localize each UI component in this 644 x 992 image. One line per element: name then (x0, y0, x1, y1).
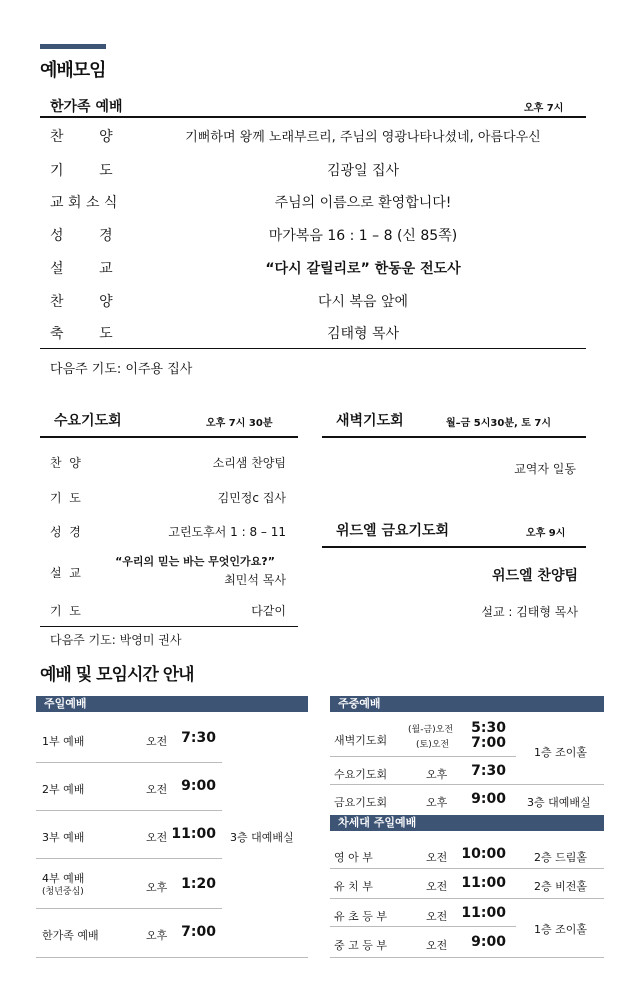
wed-value: 다같이 (251, 604, 286, 618)
order-value: 다시 복음 앞에 (317, 294, 409, 310)
page-title: 예배모임 (40, 60, 106, 81)
row-divider (330, 756, 516, 757)
weekday-ampm: 오후 (426, 796, 448, 809)
dawn-time: 월–금 5시30분, 토 7시 (446, 418, 552, 429)
row-divider (330, 784, 604, 785)
family-service-time: 오후 7시 (524, 103, 564, 114)
nextgen-place: 2층 비전홀 (534, 880, 587, 893)
weekday-place: 1층 조이홀 (534, 746, 587, 759)
wed-value: 소리샘 찬양팀 (212, 456, 286, 470)
order-label: 찬 양 (50, 129, 113, 145)
order-value: 김광일 집사 (326, 163, 400, 179)
sunday-service-name: 한가족 예배 (42, 929, 99, 942)
row-divider (36, 858, 222, 859)
nextgen-ampm: 오전 (426, 851, 448, 864)
weekday-place: 3층 대예배실 (527, 796, 591, 809)
row-divider (330, 926, 516, 927)
sunday-time: 7:30 (181, 730, 216, 746)
sunday-service-name: 3부 예배 (42, 831, 85, 844)
sunday-ampm: 오전 (146, 735, 168, 748)
nextgen-name: 중 고 등 부 (334, 939, 387, 952)
order-value: 마가복음 16 : 1 – 8 (신 85쪽) (268, 228, 458, 244)
sunday-service-subname: (청년중심) (42, 887, 84, 897)
nextgen-ampm: 오전 (426, 910, 448, 923)
weekday-time: 9:00 (471, 791, 506, 807)
order-label: 교 회 소 식 (50, 195, 118, 211)
wed-next-prayer: 다음주 기도: 박영미 권사 (50, 633, 182, 647)
nextgen-time: 9:00 (471, 934, 506, 950)
nextgen-place: 1층 조이홀 (534, 923, 587, 936)
divider (322, 546, 586, 548)
wed-preacher: 최민석 목사 (224, 573, 286, 587)
order-value: 주님의 이름으로 환영합니다! (274, 195, 452, 211)
wed-sermon-title: “우리의 믿는 바는 무엇인가요?” (115, 555, 275, 568)
sunday-service-name: 4부 예배 (42, 872, 85, 885)
nextgen-table-header: 차세대 주일예배 (330, 815, 604, 831)
wed-label: 기 도 (50, 604, 81, 618)
sunday-ampm: 오전 (146, 831, 168, 844)
sunday-time: 9:00 (181, 778, 216, 794)
row-divider (330, 868, 604, 869)
order-label: 성 경 (50, 228, 113, 244)
row-divider (36, 957, 308, 958)
order-label: 기 도 (50, 163, 113, 179)
friday-time: 오후 9시 (526, 528, 566, 539)
divider (40, 436, 298, 438)
sunday-time: 7:00 (181, 924, 216, 940)
row-divider (36, 810, 222, 811)
nextgen-time: 11:00 (461, 875, 506, 891)
row-divider (330, 957, 604, 958)
dawn-leader: 교역자 일동 (514, 462, 576, 476)
order-value: “다시 갈릴리로” 한동운 전도사 (265, 261, 461, 277)
nextgen-ampm: 오전 (426, 880, 448, 893)
weekday-ampm: (토)오전 (416, 740, 450, 750)
row-divider (36, 762, 222, 763)
nextgen-time: 11:00 (461, 905, 506, 921)
divider (40, 348, 586, 349)
wed-value: 김민정c 집사 (217, 491, 286, 505)
order-label: 찬 양 (50, 294, 113, 310)
title-accent-bar (40, 44, 106, 49)
row-divider (36, 908, 222, 909)
weekday-service-name: 새벽기도회 (334, 734, 388, 747)
weekday-time: 7:30 (471, 763, 506, 779)
family-next-prayer: 다음주 기도: 이주용 집사 (50, 362, 193, 377)
weekday-service-name: 수요기도회 (334, 768, 388, 781)
friday-title: 위드엘 금요기도회 (336, 523, 450, 539)
wed-label: 설 교 (50, 566, 81, 580)
weekday-time: 5:30 (471, 720, 506, 736)
order-value: 김태형 목사 (326, 326, 400, 342)
family-service-title: 한가족 예배 (50, 99, 123, 115)
nextgen-time: 10:00 (461, 846, 506, 862)
divider (40, 116, 586, 118)
order-label: 축 도 (50, 326, 113, 342)
divider (40, 626, 298, 627)
order-label: 설 교 (50, 261, 113, 277)
weekday-ampm: (월-금)오전 (408, 725, 454, 735)
dawn-title: 새벽기도회 (336, 413, 404, 429)
wed-label: 찬 양 (50, 456, 81, 470)
sunday-service-name: 1부 예배 (42, 735, 85, 748)
nextgen-name: 유 치 부 (334, 880, 373, 893)
sunday-table-header: 주일예배 (36, 696, 308, 712)
nextgen-name: 영 아 부 (334, 851, 373, 864)
wed-label: 기 도 (50, 491, 81, 505)
wed-value: 고린도후서 1 : 8 – 11 (168, 525, 286, 539)
wednesday-title: 수요기도회 (54, 413, 122, 429)
sunday-time: 11:00 (171, 826, 216, 842)
wednesday-time: 오후 7시 30분 (206, 418, 273, 429)
nextgen-ampm: 오전 (426, 939, 448, 952)
weekday-time: 7:00 (471, 735, 506, 751)
nextgen-name: 유 초 등 부 (334, 910, 387, 923)
nextgen-place: 2층 드림홀 (534, 851, 587, 864)
sunday-ampm: 오후 (146, 929, 168, 942)
sunday-service-name: 2부 예배 (42, 783, 85, 796)
friday-preacher: 설교 : 김태형 목사 (481, 605, 578, 619)
schedule-title: 예배 및 모임시간 안내 (40, 665, 194, 685)
weekday-table-header: 주중예배 (330, 696, 604, 712)
friday-team: 위드엘 찬양팀 (491, 568, 578, 584)
weekday-service-name: 금요기도회 (334, 796, 388, 809)
sunday-ampm: 오전 (146, 783, 168, 796)
weekday-ampm: 오후 (426, 768, 448, 781)
order-value: 기뻐하며 왕께 노래부르리, 주님의 영광나타나셨네, 아름다우신 (185, 130, 541, 145)
sunday-time: 1:20 (181, 876, 216, 892)
row-divider (330, 898, 604, 899)
wed-label: 성 경 (50, 525, 81, 539)
sunday-place: 3층 대예배실 (230, 831, 294, 844)
divider (322, 436, 586, 438)
sunday-ampm: 오후 (146, 881, 168, 894)
